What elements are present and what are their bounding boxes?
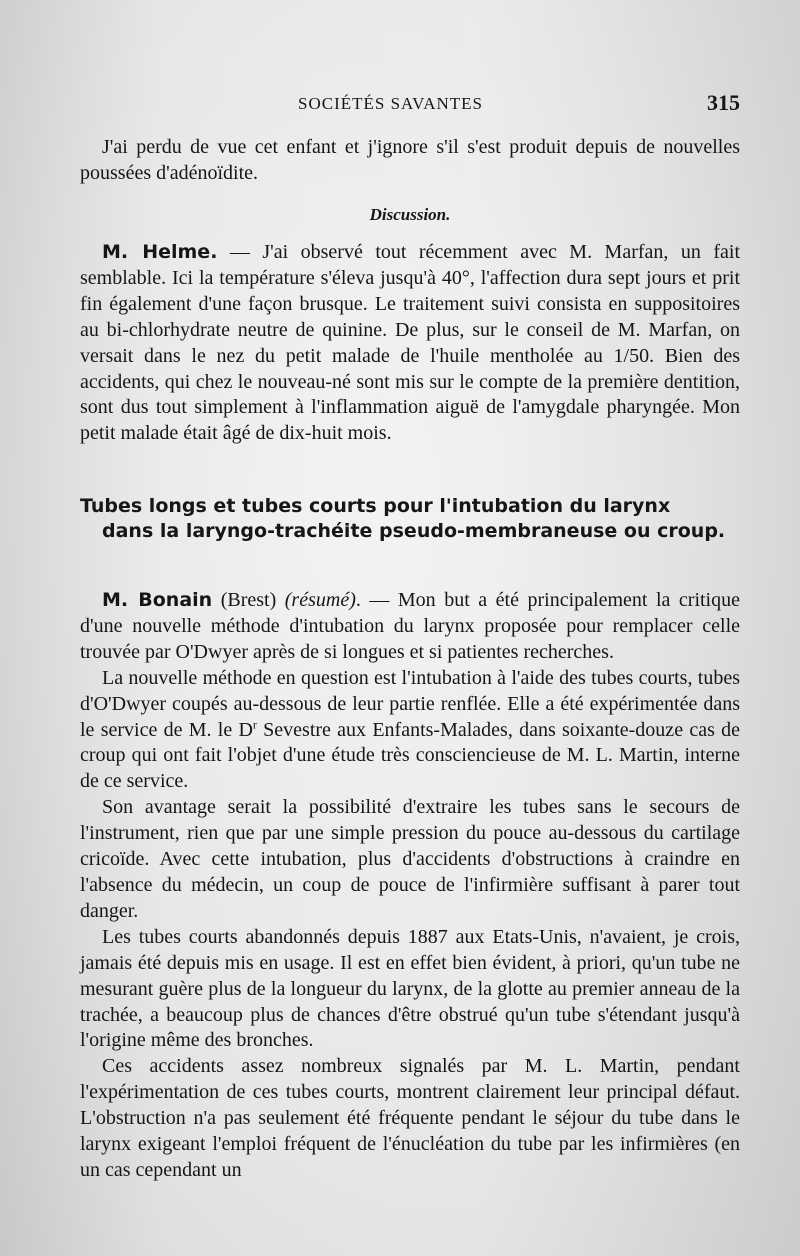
page-header — [80, 92, 740, 122]
discussion-heading: Discussion. — [369, 205, 451, 224]
helme-text: — J'ai observé tout récemment avec M. Marfan, un fait semblable. Ici la température s'éleva jusqu'à 40°, l'affection dura sept jours et prit fin également d'une façon brusque. Le traitement suivi consista en suppositoires au bi-chlorhydrate neutre de quinine. De plus, sur le conseil de M. Marfan, on versait dans le nez du petit malade de l'huile mentholée au 1/50. Bien des accidents, qui chez le nouveau-né sont mis sur le compte de la première dentition, sont dus tout simplement à l'inflammation aiguë de l'amygdale pharyngée. Mon petit malade était âgé de dix-huit mois. — [80, 241, 740, 445]
paragraph-2: Son avantage serait la possibilité d'extraire les tubes sans le secours de l'instrument, rien que par une simple pression du pouce au-dessous du cartilage cricoïde. Avec cette intubation, plus d'accidents d'obstructions à craindre en l'absence du médecin, un coup de pouce de l'infirmière suffisant à parer tout danger. — [80, 796, 740, 922]
speaker-helme: M. Helme. — [102, 241, 218, 263]
speaker-bonain: M. Bonain — [102, 589, 213, 611]
paragraph-1-start: La nouvelle méthode en question est l'intubation à l'aide des tubes courts, tubes d'O'Dwyer coupés au-dessous de leur partie renflée. Elle a été expérimentée dans le service de M. le D — [80, 666, 740, 741]
paragraph-4: Ces accidents assez nombreux signalés par M. L. Martin, pendant l'expérimentation de ces tubes courts, montrent clairement leur principal défaut. L'obstruction n'a pas seulement été fréquente pendant le séjour du tube dans le larynx exigeant l'emploi fréquent de l'énucléation du tube par les infirmières (en un cas cependant un — [80, 1055, 740, 1181]
intro-block — [80, 135, 740, 187]
helme-paragraph — [80, 240, 740, 447]
section-title-rest: dans la laryngo-trachéite pseudo-membraneuse ou croup. — [102, 520, 726, 542]
paragraph-3: Les tubes courts abandonnés depuis 1887 aux Etats-Unis, n'avaient, je crois, jamais été depuis mis en usage. Il est en effet bien évident, à priori, qu'un tube ne mesurant guère plus de la longueur du larynx, de la glotte au premier anneau de la trachée, a beaucoup plus de chances d'être obstrué qu'un tube s'étendant jusqu'à l'origine même des bronches. — [80, 925, 740, 1052]
bonain-location: (Brest) — [212, 589, 285, 611]
doctor-abbrev-sup: r — [252, 716, 257, 731]
bonain-text: . — Mon but a été principalement la critique d'une nouvelle méthode d'intubation du larynx proposée pour remplacer celle trouvée par O'Dwyer après de si longues et si patientes recherches. — [80, 589, 740, 663]
paragraph-1-end: Sevestre aux Enfants-Malades, dans soixante-douze cas de croup qui ont fait l'objet d'une étude très consciencieuse de M. L. Martin, interne de ce service. — [80, 718, 740, 793]
bonain-paragraph — [80, 588, 740, 666]
intro-paragraph: J'ai perdu de vue cet enfant et j'ignore s'il s'est produit depuis de nouvelles poussées d'adénoïdite. — [80, 136, 740, 184]
section-title-line1: Tubes longs et tubes courts pour l'intubation du larynx — [80, 495, 671, 517]
helme-block — [80, 240, 740, 447]
running-title: SOCIÉTÉS SAVANTES — [298, 94, 483, 113]
bonain-resume: (résumé) — [284, 589, 356, 611]
page-number: 315 — [707, 90, 740, 115]
section-title — [80, 494, 740, 544]
paragraph-1 — [80, 666, 740, 796]
bonain-block — [80, 588, 740, 1184]
